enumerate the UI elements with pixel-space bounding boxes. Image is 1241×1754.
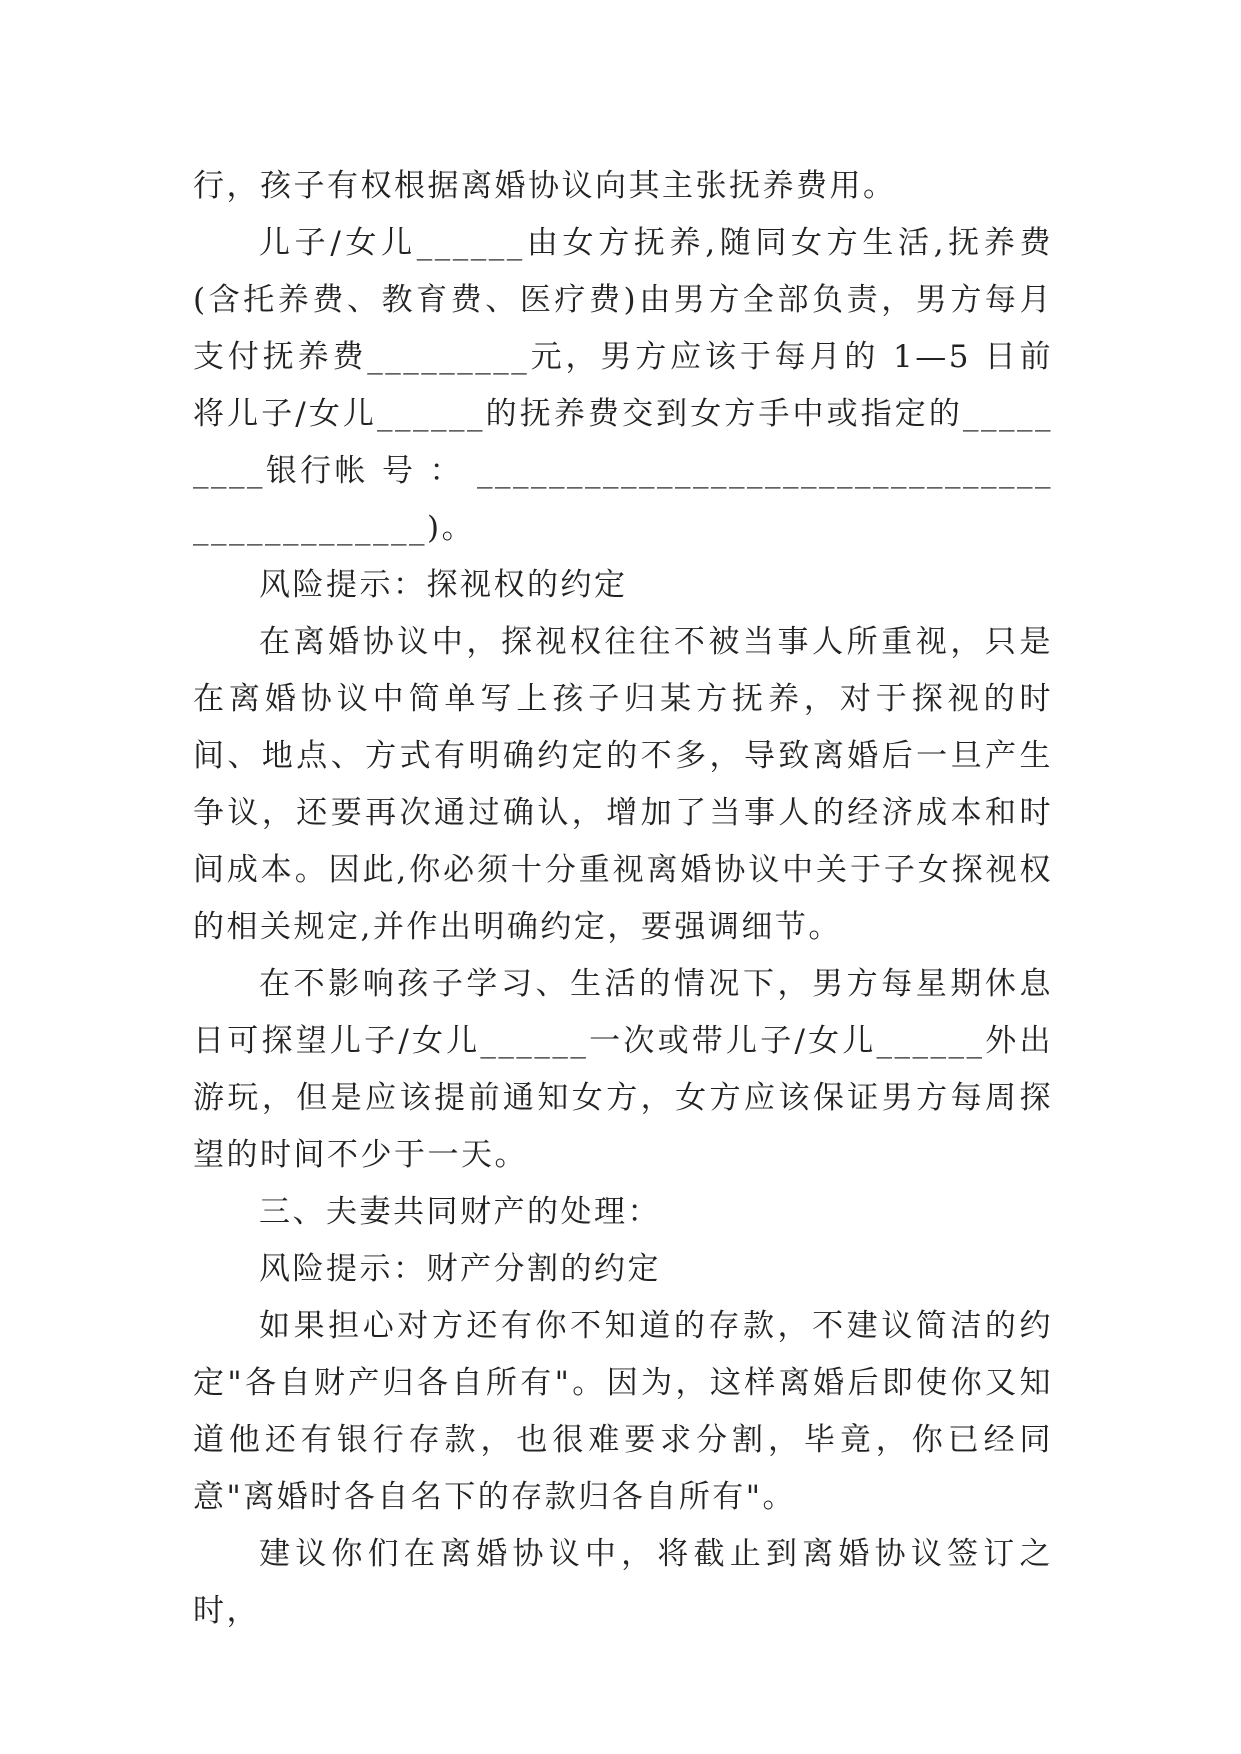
document-body xyxy=(193,158,1053,1640)
heading-property-division-risk: 风险提示：财产分割的约定 xyxy=(259,1251,661,1287)
heading-visitation-risk: 风险提示：探视权的约定 xyxy=(259,567,628,603)
paragraph-child-support-continued: 行，孩子有权根据离婚协议向其主张抚养费用。 xyxy=(193,168,897,204)
paragraph-property-division-explanation: 如果担心对方还有你不知道的存款，不建议简洁的约定"各自财产归各自所有"。因为，这样离婚后即使你又知道他还有银行存款，也很难要求分割，毕竟，你已经同意"离婚时各自名下的存款归各自所有"。 xyxy=(193,1308,1053,1515)
paragraph-child-support-clause: 儿子/女儿______由女方抚养,随同女方生活,抚养费(含托养费、教育费、医疗费)由男方全部负责，男方每月支付抚养费_________元，男方应该于每月的 1—5 日前将儿子/女儿______的抚养费交到女方手中或指定的_________银行帐 号 ： _____________________________________________)。 xyxy=(193,225,1053,546)
heading-joint-property: 三、夫妻共同财产的处理： xyxy=(259,1194,661,1230)
paragraph-visitation-clause: 在不影响孩子学习、生活的情况下，男方每星期休息日可探望儿子/女儿______一次或带儿子/女儿______外出游玩，但是应该提前通知女方，女方应该保证男方每周探望的时间不少于一天。 xyxy=(193,966,1053,1173)
paragraph-property-suggestion: 建议你们在离婚协议中，将截止到离婚协议签订之时， xyxy=(193,1536,1053,1629)
paragraph-visitation-explanation: 在离婚协议中，探视权往往不被当事人所重视，只是在离婚协议中简单写上孩子归某方抚养，对于探视的时间、地点、方式有明确约定的不多，导致离婚后一旦产生争议，还要再次通过确认，增加了当事人的经济成本和时间成本。因此,你必须十分重视离婚协议中关于子女探视权的相关规定,并作出明确约定，要强调细节。 xyxy=(193,624,1053,945)
